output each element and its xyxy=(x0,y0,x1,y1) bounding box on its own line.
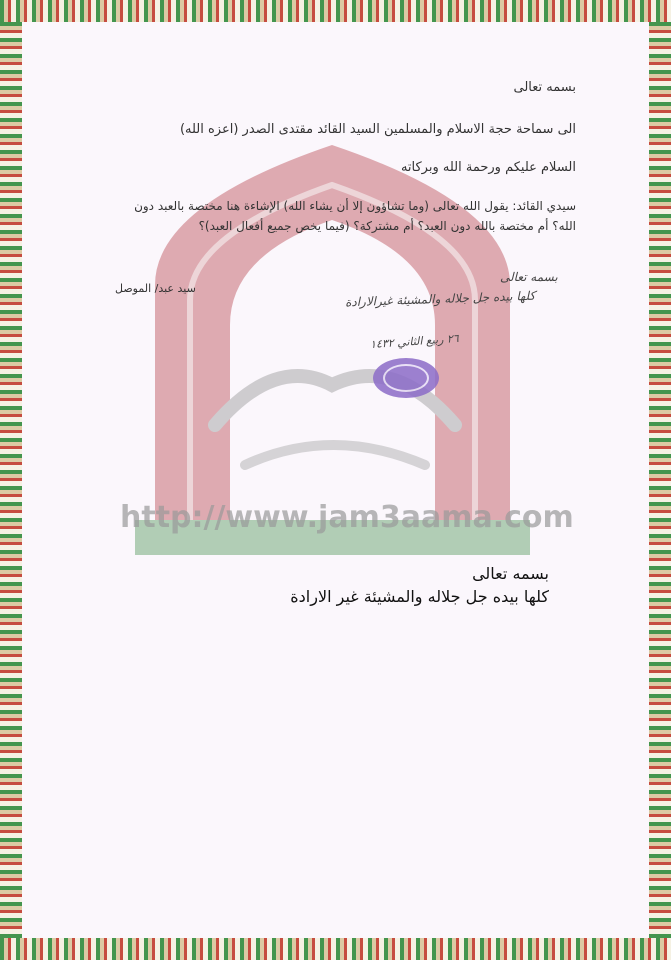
handwritten-date: ٢٦ ربيع الثاني ١٤٣٢ xyxy=(369,331,460,352)
answer-text: كلها بيده جل جلاله والمشيئة غير الارادة xyxy=(290,587,549,606)
decorative-border-right xyxy=(649,22,671,938)
letter-addressee: الى سماحة حجة الاسلام والمسلمين السيد القائد مقتدى الصدر (اعزه الله) xyxy=(179,122,576,137)
decorative-border-top xyxy=(0,0,671,22)
official-seal-stamp xyxy=(373,358,439,398)
decorative-border-left xyxy=(0,22,22,938)
handwritten-basmala: بسمه تعالى xyxy=(500,270,558,284)
decorative-border-bottom xyxy=(0,938,671,960)
handwritten-reply: كلها بيده جل جلاله والمشيئة غيرالارادة xyxy=(344,288,536,310)
letter-greeting: السلام عليكم ورحمة الله وبركاته xyxy=(400,160,576,175)
answer-basmala: بسمه تعالى xyxy=(472,564,549,583)
mosque-logo-watermark xyxy=(95,125,574,555)
letter-question: سيدي القائد: يقول الله تعالى (وما تشاؤون إلا أن يشاء الله) الإشاءة هنا مختصة بالعبد دون الله؟ أم مختصة بالله دون العبد؟ أم مشتركة؟ (فيما يخص جميع أفعال العبد)؟ xyxy=(134,199,576,233)
letter-basmala: بسمه تعالى xyxy=(513,80,576,95)
watermark-url: http://www.jam3aama.com xyxy=(120,500,574,535)
letter-signer: سيد عبد/ الموصل xyxy=(115,282,196,295)
